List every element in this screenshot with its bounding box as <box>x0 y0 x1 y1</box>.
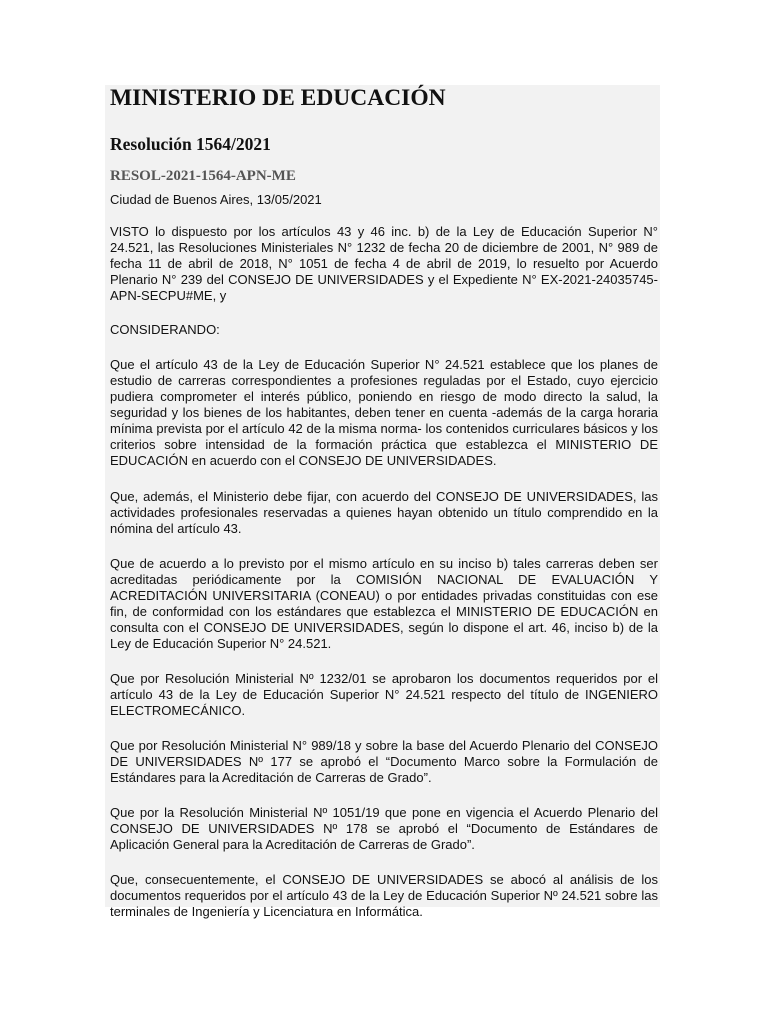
considerando-heading: CONSIDERANDO: <box>110 322 220 337</box>
considerando-paragraph: Que por la Resolución Ministerial Nº 1051/19 que pone en vigencia el Acuerdo Plenario del CONSEJO DE UNIVERSIDADES Nº 178 se aprobó el “Documento de Estándares de Aplicación General para la Acreditación de Carreras de Grado”. <box>110 805 658 852</box>
considerando-paragraph: Que, consecuentemente, el CONSEJO DE UNIVERSIDADES se abocó al análisis de los documentos requeridos por el artículo 43 de la Ley de Educación Superior Nº 24.521 sobre las terminales de Ingeniería y Licenciatura en Informática. <box>110 872 658 919</box>
considerando-paragraph: Que el artículo 43 de la Ley de Educación Superior N° 24.521 establece que los planes de estudio de carreras correspondientes a profesiones reguladas por el Estado, cuyo ejercicio pudiera comprometer el interés público, poniendo en riesgo de modo directo la salud, la seguridad y los bienes de los habitantes, deben tener en cuenta -además de la carga horaria mínima prevista por el artículo 42 de la misma norma- los contenidos curriculares básicos y los criterios sobre intensidad de la formación práctica que establezca el MINISTERIO DE EDUCACIÓN en acuerdo con el CONSEJO DE UNIVERSIDADES. <box>110 357 658 468</box>
ministry-heading: MINISTERIO DE EDUCACIÓN <box>110 85 446 111</box>
considerando-paragraph: Que, además, el Ministerio debe fijar, con acuerdo del CONSEJO DE UNIVERSIDADES, las actividades profesionales reservadas a quienes hayan obtenido un título comprendido en la nómina del artículo 43. <box>110 489 658 536</box>
city-date: Ciudad de Buenos Aires, 13/05/2021 <box>110 192 322 207</box>
visto-paragraph: VISTO lo dispuesto por los artículos 43 y 46 inc. b) de la Ley de Educación Superior N° 24.521, las Resoluciones Ministeriales N° 1232 de fecha 20 de diciembre de 2001, N° 989 de fecha 11 de abril de 2018, N° 1051 de fecha 4 de abril de 2019, lo resuelto por Acuerdo Plenario N° 239 del CONSEJO DE UNIVERSIDADES y el Expediente N° EX-2021-24035745-APN-SECPU#ME, y <box>110 224 658 303</box>
considerando-paragraph: Que de acuerdo a lo previsto por el mismo artículo en su inciso b) tales carreras deben ser acreditadas periódicamente por la COMISIÓN NACIONAL DE EVALUACIÓN Y ACREDITACIÓN UNIVERSITARIA (CONEAU) o por entidades privadas constituidas con ese fin, de conformidad con los estándares que establezca el MINISTERIO DE EDUCACIÓN en consulta con el CONSEJO DE UNIVERSIDADES, según lo dispone el art. 46, inciso b) de la Ley de Educación Superior N° 24.521. <box>110 556 658 651</box>
resolution-code: RESOL-2021-1564-APN-ME <box>110 168 296 184</box>
considerando-paragraph: Que por Resolución Ministerial N° 989/18 y sobre la base del Acuerdo Plenario del CONSEJO DE UNIVERSIDADES Nº 177 se aprobó el “Documento Marco sobre la Formulación de Estándares para la Acreditación de Carreras de Grado”. <box>110 738 658 785</box>
considerando-paragraph: Que por Resolución Ministerial Nº 1232/01 se aprobaron los documentos requeridos por el artículo 43 de la Ley de Educación Superior N° 24.521 respecto del título de INGENIERO ELECTROMECÁNICO. <box>110 671 658 718</box>
resolution-title: Resolución 1564/2021 <box>110 134 271 154</box>
document-body <box>110 83 658 920</box>
